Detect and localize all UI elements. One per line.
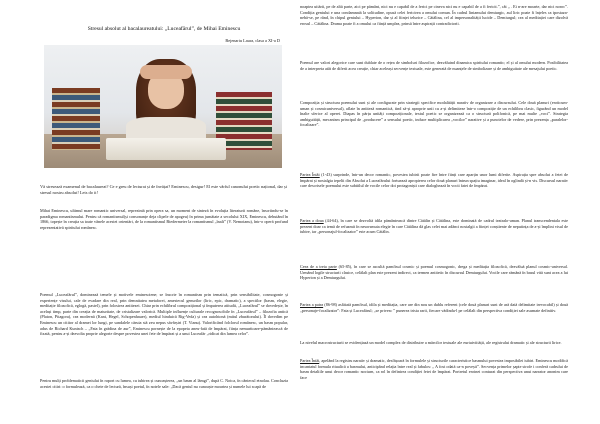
section-lead: Partea Întâi <box>300 358 320 363</box>
article-title: Stresul absolut al bacalaureatului: „Luceafărul”, de Mihai Eminescu <box>87 26 241 32</box>
paragraph-part-two: Partea a doua (44-64), în care se dezvoltă idila pământească dintre Cătălin și Cătălina, este dominată de cadrul teatralo-uman. Planul transcendentala este prezent doar ca temă de refuzmit în nesorsmuta elegie în care Cătălina dă glas celei mai adânci nostalgii a ființei conștiente de neputința de a-și împlini visul de iubire, iar „personajul-focalizator” este acum Cătălin. <box>300 218 568 235</box>
student-hands <box>140 65 192 79</box>
section-lead: Partea a doua <box>300 218 324 223</box>
paragraph-continuation: noaptea uitării, pe de altă parte, aici pe pământ, nici nu e capabil de a ferici pe cineva nici nu e capabil de a fi fericit.”, cât „ . Ei n-are moarte, dar nici noroc”. Condiția geniului e una condamnată la solitudine, opusă celei fericirea a omului comun. În cadrul liniamului demiurgic, aul liric poate fi înțeles ca ipostaza-nebă-se, pe rând, în chipul geniului – Hyperion, dar și al ființei telurice – Cătălina, cel al impersonalității lucide – Demiurgul; cea al meditației care dizolvă erosul – Cătălina. Drama poate fi a omului ca ființă umplea, prinsă între aspirații contradictorii. <box>300 4 568 26</box>
paragraph-intro: Mihai Eminescu, ultimul mare romantic universal, reprezintă prin opera sa, un moment de sinteză în evoluția literaturii române, înscriindu-se în paradigma romantismului. Pentru că romantismul(și consonanțe deja clipele de apogeu) în prima jumătate a secolului XIX, Eminescu, debutând în 1866, topește în creația sa toate vânele acestei orientări, de la romantismul Biedermeier la romantismul „înalt” (V. Nemoianu), într-o operă profund reprezentativă spiritului romînesc. <box>40 208 288 230</box>
paragraph-part-one: Partea Întâi (1-43) surprinde, într-un decor romantic, povestea iubirii poate fire între ființi care aparțin unor lumi diferite. Aspirația spre absolut a fetei de împărat și nostalgia iepelii din Absolut a Luceafărului fortuează apropierea celor două planuri întrun spațiu imaginar, ideal în oglindă și-n vis. Discursul narativ care descrisele poemului este subtitlul de vocile celor doi protagoniști care dialoghează în vocii fatei de împărat. <box>300 172 568 189</box>
book-stack-left <box>52 88 100 150</box>
open-book <box>106 138 226 160</box>
paragraph-genius: Pentru mulți problematicii geniului în raport cu lumea, cu iubirea și cunoașterea, „un basm al lămgi”, după C. Noica, în cântecul etnolau. Concluzia acestei citiri: o formulează, ca o cheie de lectură, însuși poetul, în notele sale: „Dacă geniul nu cunoaște moartea și numele lui scapă de <box>40 378 288 389</box>
section-lead: Partea a patra <box>300 302 324 307</box>
paragraph-poem-themes: Poemul „Luceafărul”, dominează temele și motivele eminesciene; se înscrie în romantism prin tematică, prin sensibilitate, cosmogonie și experiențe visului, cale de evadare din real, prin demnitatea metaforei, amestecul genurilor (liric, epic, dramatic), a speciilor (basm, elegie, meditație filozofică, eglogă, pastel), prin folosirea antitezei. Chiar prin echilibrul compozițional și împuterea atitudii, „Luceafărul” se dovedește, în același timp, parte din creația de maturitate, de cristalizare valorică. Multiple influențe culturale recognoscibile în „Luceafărul” – filozofia antică (Platon, Pitagora), cea modernă (Kant, Hegel, Schopenhauer), mediul hinduică Rig-Veda) și cea autohtonă (mitul zburătorului). Îl dovedim pe Eminescu un cititor al dramei lor lungi, pe sandalele căruia stă zeu nepus săvârșiri (T. Vianu). Valorificând folclorul românesc, un basm popular, adus de Richard Kunisch – „Fata în grădina de aur”, Eminescu pornește de la epopeia aneu-fată de împărat, ființa nemuritoare-pământească de fixată, pentru a-și dezvolta proprie alegorie despre povestea unei fete de împărat și a unui Luceafăr „ridicat din lumea celor”. <box>40 292 288 337</box>
paragraph-allegory: Poemul are valori alegorice care sunt dublate de o rețea de simboluri filozofice, dezvăluind dinamica spiritului romantic; el și al omului modern. Posibilitatea de a interpreta atât de diferit acea creație, chiar aceleași secvențe textuale, este generată de nuanțele de simbolizare și de ambiguitate ale mesajului poetic. <box>300 60 568 71</box>
section-lead: Partea Întâi <box>300 172 320 177</box>
paragraph-composition: Compoziția și structura poemului sunt și ale configurate prin strategii specifice modalității narativ de organizare a discursului. Cele două planuri (eroticum-uman și cosmicuniversal), aflate în antiteză romantică, tind să-și aproprie unii cu a-și delimiteze într-o compoziție de un echilibru clasic, figurând un model înalte sferice al operei. Diapas în părțu unitâți compoziționale, textul poetic se organizează ca o structură polifonică, pe mai multe „voci”. Strategia ambiguității, mecanism principal de „producere” a sensului poetic, induce multiplicarea „vocilor” narative și a punctelor de vedere, prin prezența „paralelor-focalizare”. <box>300 100 568 128</box>
article-byline: Bejenariu Laura, clasa a XI-a D <box>225 38 280 43</box>
section-lead: Ceea de a treia parte <box>300 264 337 269</box>
paragraph-part-three: Ceea de a treia parte (65-85), în care se ascultă pamfisul cosmic și poemul cosmogonic, drega și meditația filozofică, dezvăluă planul cosmic-universal. Urmând logile structurii clasice, celălalt plan este prezent indirect, ca termen antitetic în discursul Demiurgului. Vocile care rămână în basul vită sunt acea a lui Hyperion și a Demiurgului. <box>300 264 568 281</box>
paragraph-part-one-detail: Partea Întâi, apelând la registru narativ și dramatic, desfășoară în formulele și structurile caracteristice basmului povestea imposibilei iubiri. Eminescu modifică incantatul formula ritualică a basmului, anticipând relația între real și fabulos: „ A fost odată ca-n povești”. Secvența primelor șapte strofe i conferă cadrului de basm detaliile unui decor romantic nocturn, ca rol în definirea condiției fetei de împărat. Portretul eroinei conturat din perspectiva unui narrator anonim care face <box>300 358 568 380</box>
paragraph-macrostructure: La nivelul macrostructurii se evidențiază un model complex de distribuire a mărcilor textuale ale eurtuiviității, ale registrului dramatic și ale structurii lirice. <box>300 340 562 345</box>
photo-caption: Vă stresează examenul de bacalaureat? Ce e greu de lecturat și de învățat? Eminescu, desigur! El este vârful canonului poetic național, dar și stresul nostru absolut! Lets do it! <box>40 184 287 195</box>
paragraph-part-four: Partea a patra (86-98) asfăiată pamfisul, idila și meditația, care are din nou un dublu referent (cele două planuri sunt de ară dată delimitate irevocabil) și două „personaje-focalizator”: Fata și Luceafărul; „se privesc ” punerea trista rarii, fiecare vădindu-l pe celălalt din perspectiva condiției sale asumate definitiv. <box>300 302 568 313</box>
student-studying-photo <box>44 45 282 168</box>
